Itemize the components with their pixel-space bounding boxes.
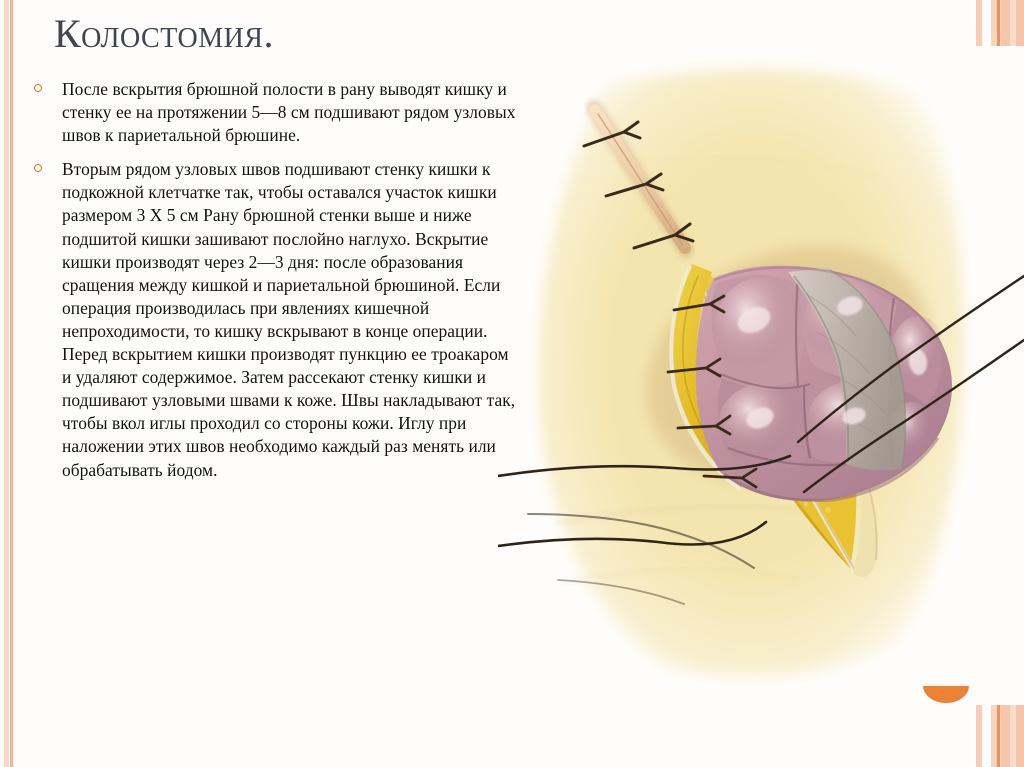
list-item (28, 78, 518, 147)
bottom-right-stripe-cluster (968, 705, 1024, 767)
list-item-text: После вскрытия брюшной полости в рану выводят кишку и стенку ее на протяжении 5—8 см подшивают рядом узловых швов к париетальной брюшине. (62, 79, 516, 146)
list-item (28, 158, 518, 481)
stripe (976, 0, 982, 46)
stripe (1016, 705, 1024, 767)
stripe (1016, 0, 1024, 46)
hollow-circle-bullet-icon (34, 164, 42, 172)
illustration-canvas (498, 44, 1024, 704)
list-item-text: Вторым рядом узловых швов подшивают стенку кишки к подкожной клетчатке так, чтобы оставался участок кишки размером 3 X 5 см Рану брюшной стенки выше и ниже подшитой кишки зашивают послойно наглухо. Вскрытие кишки производят через 2—3 дня: после образования сращения между кишкой и париетальной брюшиной. Если операция производилась при явлениях кишечной непроходимости, то кишку вскрывают в конце операции. Перед вскрытием кишки производят пункцию ее троакаром и удаляют содержимое. Затем рассекают стенку кишки и подшивают узловыми швами к коже. Швы накладывают так, чтобы вкол иглы проходил со стороны кожи. Иглу при наложении этих швов необходимо каждый раз менять или обрабатывать йодом. (62, 159, 516, 480)
stripe (1001, 0, 1010, 46)
left-accent-rule-dark (10, 0, 13, 767)
stripe (997, 0, 1000, 46)
colostomy-surgical-illustration (498, 44, 1024, 704)
stripe (1001, 705, 1010, 767)
top-right-stripe-cluster (968, 0, 1024, 46)
stripe (997, 705, 1000, 767)
stripe (976, 705, 982, 767)
bullet-list (28, 78, 518, 493)
left-accent-rule-pale (4, 0, 9, 767)
page-title: Колостомия. (54, 11, 274, 56)
hollow-circle-bullet-icon (34, 84, 42, 92)
